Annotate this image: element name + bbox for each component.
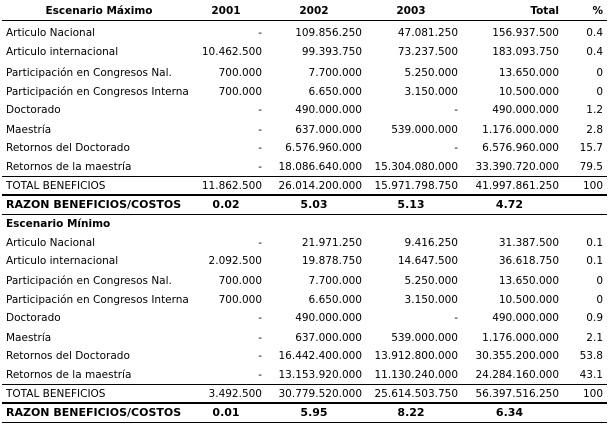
cell-total: 490.000.000 bbox=[492, 312, 559, 324]
scenario-max-title: Escenario Máximo bbox=[45, 5, 153, 17]
cell-2002: 490.000.000 bbox=[295, 104, 362, 116]
cell-2003: 5.13 bbox=[397, 198, 425, 211]
row-label: Participación en Congresos Interna bbox=[6, 294, 189, 306]
row-label: Articulo Nacional bbox=[6, 27, 96, 39]
cell-percent: 100 bbox=[582, 180, 603, 192]
header-2003: 2003 bbox=[396, 5, 426, 17]
cell-percent: 0 bbox=[596, 294, 603, 306]
cell-2002: 7.700.000 bbox=[308, 67, 362, 79]
cell-2001: - bbox=[258, 312, 262, 324]
row-label: Articulo internacional bbox=[6, 255, 119, 267]
cell-2001: 700.000 bbox=[218, 275, 262, 287]
header-2001: 2001 bbox=[211, 5, 241, 17]
row-label: Retornos de la maestría bbox=[6, 161, 132, 173]
cell-2002: 109.856.250 bbox=[295, 27, 362, 39]
row-label: TOTAL BENEFICIOS bbox=[6, 180, 106, 192]
row-label: Participación en Congresos Nal. bbox=[6, 275, 172, 287]
cell-total: 156.937.500 bbox=[492, 27, 559, 39]
cell-2003: - bbox=[454, 104, 458, 116]
cell-2003: 5.250.000 bbox=[404, 275, 458, 287]
cell-2003: 15.304.080.000 bbox=[374, 161, 458, 173]
row-label: Articulo internacional bbox=[6, 46, 119, 58]
cell-total: 1.176.000.000 bbox=[482, 124, 559, 136]
row-label: Participación en Congresos Interna bbox=[6, 86, 189, 98]
cell-2001: - bbox=[258, 332, 262, 344]
ratio-divider bbox=[2, 214, 607, 215]
cell-total: 6.34 bbox=[495, 406, 524, 419]
cell-2002: 5.95 bbox=[300, 406, 328, 419]
row-label: Maestría bbox=[6, 124, 52, 136]
cell-total: 183.093.750 bbox=[492, 46, 559, 58]
cell-2003: 9.416.250 bbox=[404, 237, 458, 249]
cell-2001: 700.000 bbox=[218, 86, 262, 98]
cell-2003: 13.912.800.000 bbox=[374, 350, 458, 362]
cell-2001: - bbox=[258, 27, 262, 39]
cell-2003: 14.647.500 bbox=[397, 255, 458, 267]
cell-2002: 99.393.750 bbox=[301, 46, 362, 58]
cell-2002: 16.442.400.000 bbox=[278, 350, 362, 362]
row-label: RAZON BENEFICIOS/COSTOS bbox=[6, 406, 182, 419]
cell-total: 13.650.000 bbox=[498, 67, 559, 79]
cell-2003: 8.22 bbox=[397, 406, 425, 419]
cell-2001: - bbox=[258, 161, 262, 173]
cell-total: 4.72 bbox=[495, 198, 524, 211]
cell-2003: 73.237.500 bbox=[397, 46, 458, 58]
cell-2003: 47.081.250 bbox=[397, 27, 458, 39]
cell-2002: 13.153.920.000 bbox=[278, 369, 362, 381]
cell-percent: 0.9 bbox=[586, 312, 603, 324]
bottom-border bbox=[2, 422, 607, 423]
cell-2002: 26.014.200.000 bbox=[278, 180, 362, 192]
cell-percent: 15.7 bbox=[579, 142, 603, 154]
cell-total: 10.500.000 bbox=[498, 86, 559, 98]
total-divider bbox=[2, 402, 607, 404]
cell-2002: 30.779.520.000 bbox=[278, 388, 362, 400]
total-divider bbox=[2, 194, 607, 196]
cell-total: 36.618.750 bbox=[498, 255, 559, 267]
cell-percent: 1.2 bbox=[586, 104, 603, 116]
cell-2001: - bbox=[258, 237, 262, 249]
cell-2003: 539.000.000 bbox=[391, 124, 458, 136]
row-label: Retornos del Doctorado bbox=[6, 350, 130, 362]
cell-percent: 2.8 bbox=[586, 124, 603, 136]
cell-total: 490.000.000 bbox=[492, 104, 559, 116]
cell-2003: 5.250.000 bbox=[404, 67, 458, 79]
cell-total: 6.576.960.000 bbox=[482, 142, 559, 154]
header-total: Total bbox=[530, 5, 559, 17]
cell-2003: - bbox=[454, 312, 458, 324]
cell-2001: - bbox=[258, 124, 262, 136]
cell-total: 1.176.000.000 bbox=[482, 332, 559, 344]
cell-2002: 637.000.000 bbox=[295, 124, 362, 136]
cell-2001: 0.01 bbox=[212, 406, 240, 419]
cell-2001: - bbox=[258, 369, 262, 381]
cell-2002: 6.650.000 bbox=[308, 86, 362, 98]
cell-2002: 6.576.960.000 bbox=[285, 142, 362, 154]
cell-percent: 100 bbox=[582, 388, 603, 400]
cell-2002: 637.000.000 bbox=[295, 332, 362, 344]
cell-total: 13.650.000 bbox=[498, 275, 559, 287]
row-label: Doctorado bbox=[6, 104, 61, 116]
cell-2003: 3.150.000 bbox=[404, 86, 458, 98]
cell-2002: 6.650.000 bbox=[308, 294, 362, 306]
header-divider bbox=[2, 20, 607, 21]
cell-percent: 0 bbox=[596, 275, 603, 287]
cell-total: 56.397.516.250 bbox=[475, 388, 559, 400]
cell-2001: 0.02 bbox=[212, 198, 240, 211]
cell-total: 33.390.720.000 bbox=[475, 161, 559, 173]
cell-percent: 0.4 bbox=[586, 27, 603, 39]
cell-percent: 0 bbox=[596, 86, 603, 98]
cell-2001: - bbox=[258, 104, 262, 116]
cell-total: 31.387.500 bbox=[498, 237, 559, 249]
cell-2002: 21.971.250 bbox=[301, 237, 362, 249]
cell-percent: 79.5 bbox=[579, 161, 603, 173]
cell-2001: - bbox=[258, 350, 262, 362]
row-label: RAZON BENEFICIOS/COSTOS bbox=[6, 198, 182, 211]
header-percent: % bbox=[592, 5, 603, 17]
cell-percent: 0 bbox=[596, 67, 603, 79]
subtotal-divider bbox=[2, 176, 607, 177]
cell-percent: 2.1 bbox=[586, 332, 603, 344]
cell-2002: 18.086.640.000 bbox=[278, 161, 362, 173]
cell-2001: 700.000 bbox=[218, 67, 262, 79]
subtotal-divider bbox=[2, 384, 607, 385]
cell-percent: 0.1 bbox=[586, 237, 603, 249]
row-label: TOTAL BENEFICIOS bbox=[6, 388, 106, 400]
cell-2003: 25.614.503.750 bbox=[374, 388, 458, 400]
cell-total: 30.355.200.000 bbox=[475, 350, 559, 362]
cell-2003: - bbox=[454, 142, 458, 154]
cell-2001: 11.862.500 bbox=[201, 180, 262, 192]
cell-2002: 7.700.000 bbox=[308, 275, 362, 287]
cell-total: 41.997.861.250 bbox=[475, 180, 559, 192]
cell-percent: 53.8 bbox=[579, 350, 603, 362]
cell-total: 24.284.160.000 bbox=[475, 369, 559, 381]
cell-percent: 43.1 bbox=[579, 369, 603, 381]
cell-2003: 3.150.000 bbox=[404, 294, 458, 306]
cell-total: 10.500.000 bbox=[498, 294, 559, 306]
row-label: Retornos del Doctorado bbox=[6, 142, 130, 154]
cell-2001: - bbox=[258, 142, 262, 154]
cell-2001: 10.462.500 bbox=[201, 46, 262, 58]
cell-2003: 15.971.798.750 bbox=[374, 180, 458, 192]
cell-percent: 0.1 bbox=[586, 255, 603, 267]
cell-2002: 19.878.750 bbox=[301, 255, 362, 267]
row-label: Articulo Nacional bbox=[6, 237, 96, 249]
row-label: Maestría bbox=[6, 332, 52, 344]
row-label: Doctorado bbox=[6, 312, 61, 324]
row-label: Retornos de la maestría bbox=[6, 369, 132, 381]
row-label: Participación en Congresos Nal. bbox=[6, 67, 172, 79]
scenario-min-title: Escenario Mínimo bbox=[6, 218, 111, 230]
cell-2003: 11.130.240.000 bbox=[374, 369, 458, 381]
cell-2002: 5.03 bbox=[300, 198, 328, 211]
cell-2003: 539.000.000 bbox=[391, 332, 458, 344]
cell-2001: 3.492.500 bbox=[208, 388, 262, 400]
cell-2001: 2.092.500 bbox=[208, 255, 262, 267]
cell-2001: 700.000 bbox=[218, 294, 262, 306]
header-2002: 2002 bbox=[299, 5, 329, 17]
cell-percent: 0.4 bbox=[586, 46, 603, 58]
cell-2002: 490.000.000 bbox=[295, 312, 362, 324]
